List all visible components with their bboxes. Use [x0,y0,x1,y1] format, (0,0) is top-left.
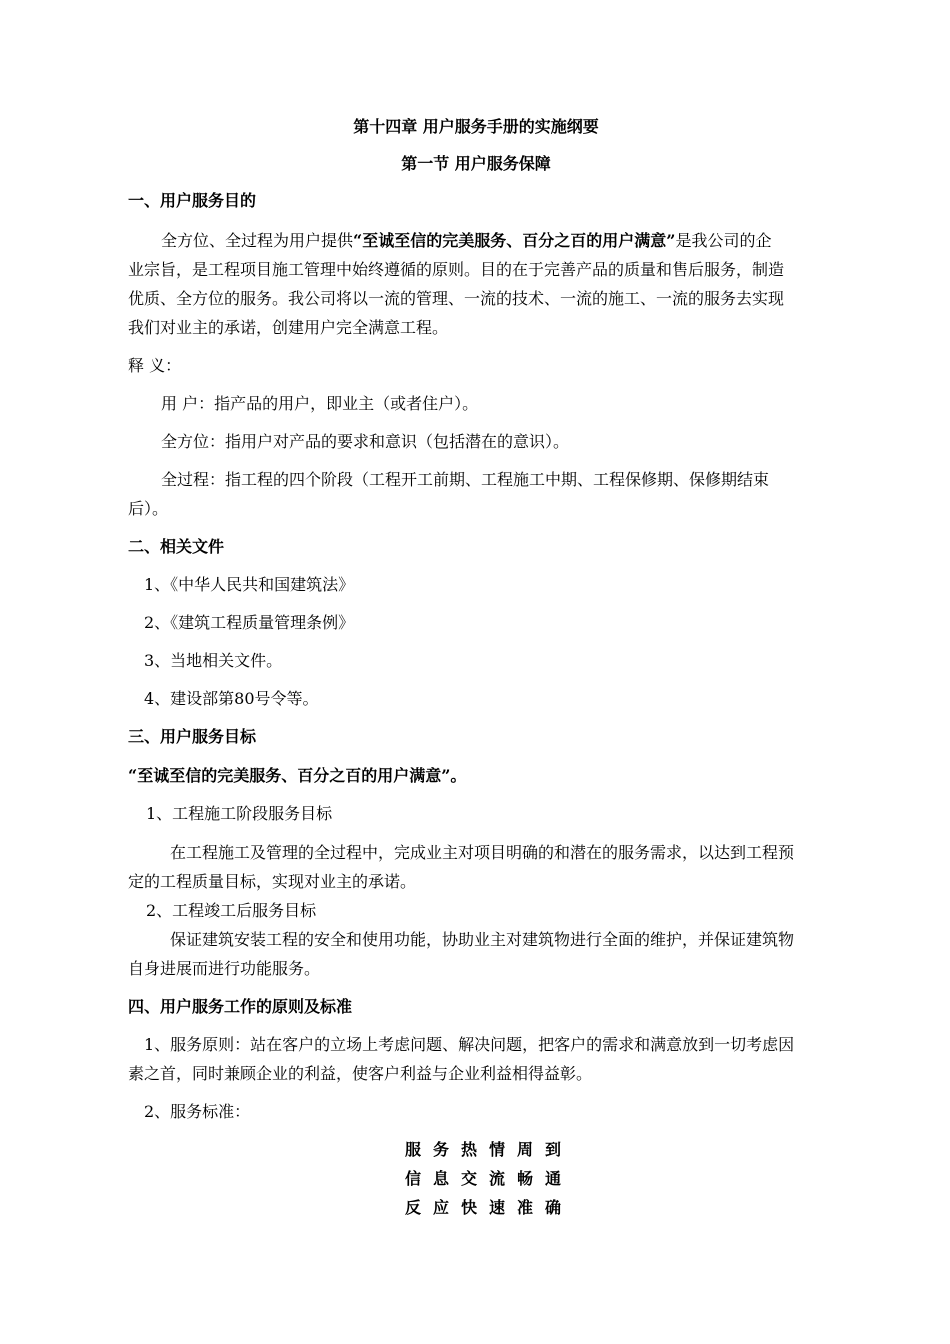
section-title: 第一节 用户服务保障 [401,154,551,173]
heading-service-goal: 三、用户服务目标 [128,727,257,746]
standard-item-3: 反应快速准确 [405,1198,574,1217]
definition-all-round: 全方位：指用户对产品的要求和意识（包括潜在的意识）。 [161,432,570,451]
goal-completion-title: 2、工程竣工后服务目标 [146,901,317,920]
purpose-paragraph-line1 [161,226,824,255]
purpose-text-c: 是我公司的企 [675,231,772,250]
document-item-2: 2、《建筑工程质量管理条例》 [144,613,355,632]
chapter-title: 第十四章 用户服务手册的实施纲要 [353,117,599,136]
purpose-paragraph-line2: 业宗旨，是工程项目施工管理中始终遵循的原则。目的在于完善产品的质量和售后服务，制造 [128,260,785,279]
heading-service-purpose: 一、用户服务目的 [128,191,257,210]
definition-whole-process-line2: 后）。 [128,499,169,518]
definition-whole-process-line1: 全过程：指工程的四个阶段（工程开工前期、工程施工中期、工程保修期、保修期结束 [161,470,770,489]
goal-construction-line2: 定的工程质量目标，实现对业主的承诺。 [128,872,417,891]
goal-completion-line1: 保证建筑安装工程的安全和使用功能，协助业主对建筑物进行全面的维护，并保证建筑物 [170,930,795,949]
principle-line2: 素之首，同时兼顾企业的利益，使客户利益与企业利益相得益彰。 [128,1064,593,1083]
purpose-text-a: 全方位、全过程为用户提供 [161,231,354,250]
service-goal-slogan: “至诚至信的完美服务、百分之百的用户满意”。 [128,766,467,785]
document-item-3: 3、当地相关文件。 [144,651,283,670]
goal-completion-line2: 自身进展而进行功能服务。 [128,959,321,978]
purpose-slogan: “至诚至信的完美服务、百分之百的用户满意” [353,231,676,250]
heading-service-principles: 四、用户服务工作的原则及标准 [128,997,353,1016]
document-item-1: 1、《中华人民共和国建筑法》 [144,575,355,594]
standard-item-2: 信息交流畅通 [405,1169,574,1188]
purpose-paragraph-line4: 我们对业主的承诺，创建用户完全满意工程。 [128,318,449,337]
definitions-label: 释 义： [128,356,182,375]
goal-construction-line1: 在工程施工及管理的全过程中，完成业主对项目明确的和潜在的服务需求，以达到工程预 [170,843,795,862]
principle-line1: 1、服务原则：站在客户的立场上考虑问题、解决问题，把客户的需求和满意放到一切考虑因 [144,1035,795,1054]
standard-item-1: 服务热情周到 [405,1140,574,1159]
definition-user: 用 户：指产品的用户，即业主（或者住户）。 [161,394,479,413]
document-item-4: 4、建设部第80号令等。 [144,689,319,708]
heading-related-documents: 二、相关文件 [128,537,225,556]
standards-label: 2、服务标准： [144,1102,251,1121]
goal-construction-title: 1、工程施工阶段服务目标 [146,804,333,823]
purpose-paragraph-line3: 优质、全方位的服务。我公司将以一流的管理、一流的技术、一流的施工、一流的服务去实现 [128,289,785,308]
